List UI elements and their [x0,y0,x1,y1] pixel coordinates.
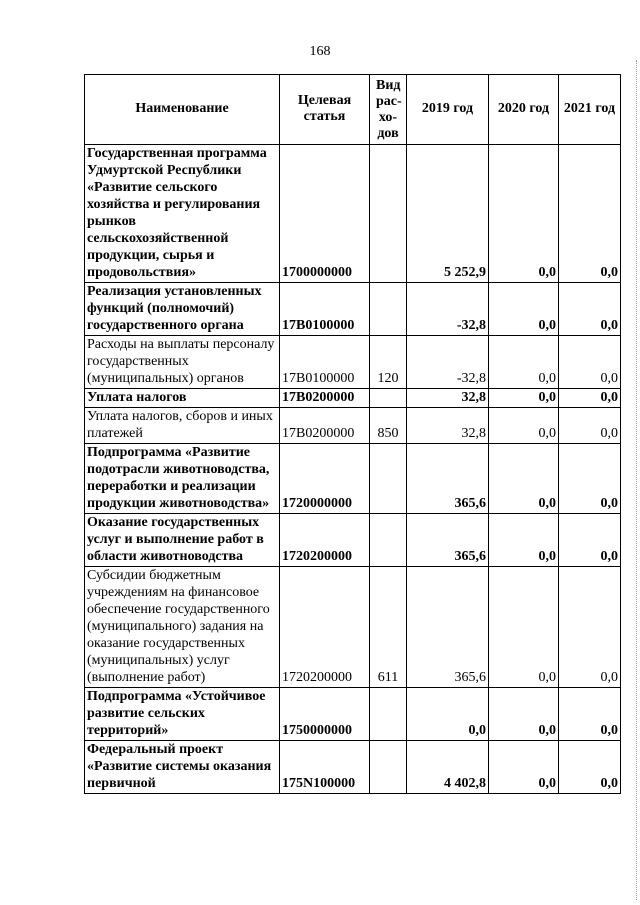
row-name-cell: Подпрограмма «Развитие подотрасли животноводства, переработки и реализации продукции животноводства» [85,444,280,514]
row-expense-type-cell [370,145,407,283]
row-2019-cell: 32,8 [407,408,489,444]
row-expense-type-cell [370,389,407,408]
row-2020-cell: 0,0 [489,408,559,444]
row-2021-cell: 0,0 [559,389,621,408]
row-2019-cell: 32,8 [407,389,489,408]
header-2020: 2020 год [489,75,559,145]
row-target-article-cell: 1700000000 [280,145,370,283]
row-2020-cell: 0,0 [489,741,559,794]
row-name-cell: Субсидии бюджетным учреждениям на финансовое обеспечение государственного (муниципального) задания на оказание государственных (муниципальных) услуг (выполнение работ) [85,567,280,688]
header-expense-type: Вид рас-хо-дов [370,75,407,145]
table-row [85,688,621,741]
header-name: Наименование [85,75,280,145]
row-target-article-cell: 17В0200000 [280,408,370,444]
budget-table [84,74,621,794]
row-name-cell: Государственная программа Удмуртской Республики «Развитие сельского хозяйства и регулирования рынков сельскохозяйственной продукции, сырья и продовольствия» [85,145,280,283]
table-row [85,514,621,567]
row-2020-cell: 0,0 [489,145,559,283]
row-expense-type-cell [370,283,407,336]
row-2021-cell: 0,0 [559,145,621,283]
table-header-row [85,75,621,145]
row-target-article-cell: 17В0100000 [280,283,370,336]
table-body [85,145,621,794]
row-target-article-cell: 17В0200000 [280,389,370,408]
row-name-cell: Оказание государственных услуг и выполнение работ в области животноводства [85,514,280,567]
row-2020-cell: 0,0 [489,444,559,514]
row-2019-cell: 365,6 [407,444,489,514]
page-number: 168 [309,44,331,59]
row-2021-cell: 0,0 [559,283,621,336]
table-row [85,145,621,283]
row-expense-type-cell: 611 [370,567,407,688]
row-2021-cell: 0,0 [559,567,621,688]
header-2021: 2021 год [559,75,621,145]
row-2020-cell: 0,0 [489,514,559,567]
row-expense-type-cell [370,688,407,741]
row-expense-type-cell: 850 [370,408,407,444]
row-2019-cell: 365,6 [407,514,489,567]
row-2019-cell: 0,0 [407,688,489,741]
row-name-cell: Подпрограмма «Устойчивое развитие сельских территорий» [85,688,280,741]
row-expense-type-cell [370,741,407,794]
table-row [85,741,621,794]
row-name-cell: Уплата налогов, сборов и иных платежей [85,408,280,444]
row-name-cell: Реализация установленных функций (полномочий) государственного органа [85,283,280,336]
header-target-article: Целевая статья [280,75,370,145]
table-row [85,283,621,336]
row-name-cell: Федеральный проект «Развитие системы оказания первичной [85,741,280,794]
row-2021-cell: 0,0 [559,741,621,794]
row-2019-cell: 4 402,8 [407,741,489,794]
table-row [85,408,621,444]
row-expense-type-cell [370,444,407,514]
table-row [85,336,621,389]
row-2021-cell: 0,0 [559,514,621,567]
row-2019-cell: 5 252,9 [407,145,489,283]
row-2020-cell: 0,0 [489,283,559,336]
row-2020-cell: 0,0 [489,688,559,741]
row-target-article-cell: 1750000000 [280,688,370,741]
row-target-article-cell: 17В0100000 [280,336,370,389]
row-2019-cell: -32,8 [407,283,489,336]
row-2019-cell: 365,6 [407,567,489,688]
row-expense-type-cell: 120 [370,336,407,389]
row-target-article-cell: 175N100000 [280,741,370,794]
row-target-article-cell: 1720200000 [280,514,370,567]
row-2019-cell: -32,8 [407,336,489,389]
table-row [85,444,621,514]
page-edge-line [635,60,637,900]
row-2021-cell: 0,0 [559,336,621,389]
row-name-cell: Уплата налогов [85,389,280,408]
row-target-article-cell: 1720200000 [280,567,370,688]
row-2021-cell: 0,0 [559,688,621,741]
row-2021-cell: 0,0 [559,444,621,514]
row-2020-cell: 0,0 [489,389,559,408]
row-2020-cell: 0,0 [489,567,559,688]
row-2021-cell: 0,0 [559,408,621,444]
row-name-cell: Расходы на выплаты персоналу государственных (муниципальных) органов [85,336,280,389]
table-row [85,567,621,688]
header-2019: 2019 год [407,75,489,145]
row-target-article-cell: 1720000000 [280,444,370,514]
row-2020-cell: 0,0 [489,336,559,389]
row-expense-type-cell [370,514,407,567]
table-row [85,389,621,408]
